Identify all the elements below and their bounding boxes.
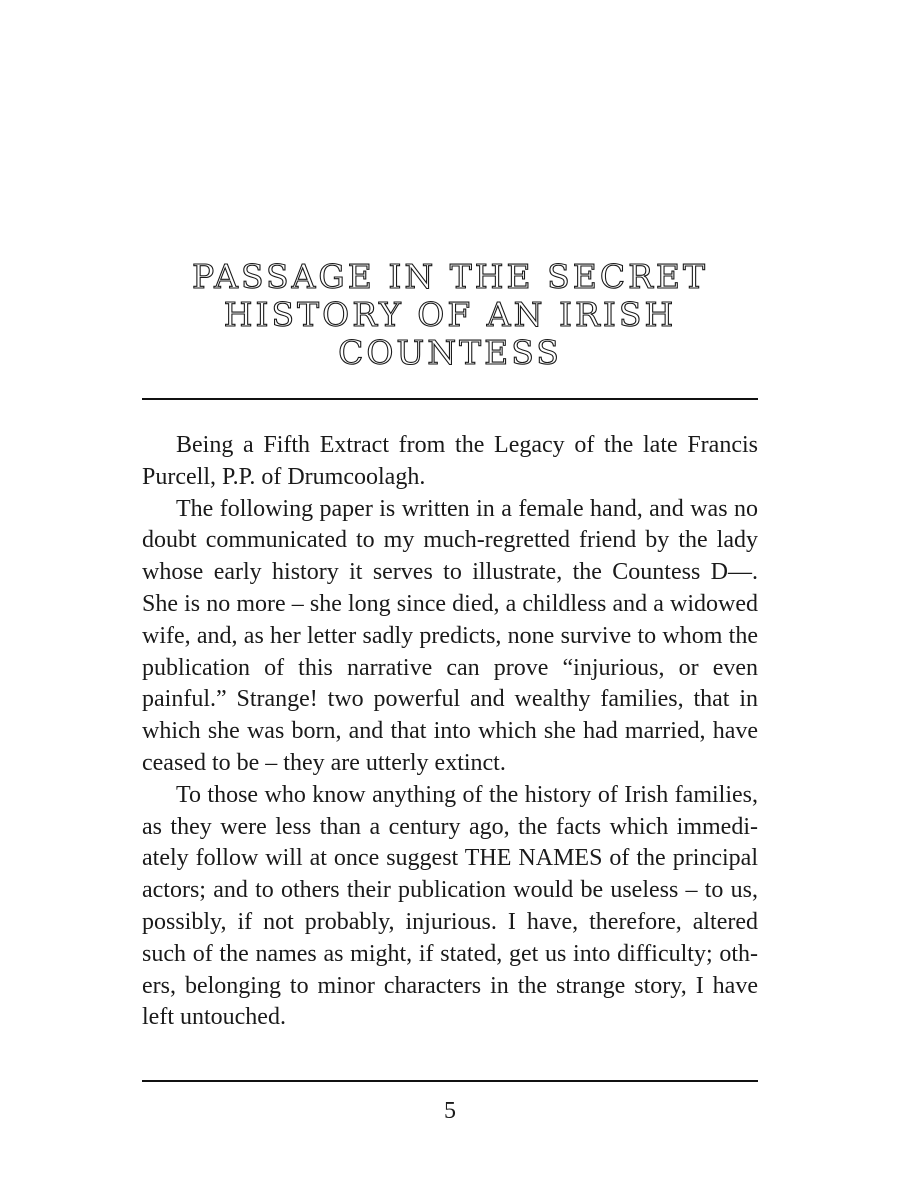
footer-divider [142, 1080, 758, 1082]
chapter-title-line: PASSAGE IN THE SECRET [191, 257, 709, 296]
body-text [142, 430, 758, 1034]
chapter-title-line: COUNTESS [338, 333, 562, 372]
chapter-title [142, 258, 758, 372]
paragraph: The following paper is written in a female hand, and was no doubt communicated to my much-regretted friend by the lady whose early history it serves to illustrate, the Countess D—. She is no more – she long since died, a childless and a widowed wife, and, as her letter sadly predicts, none survive to whom the publication of this narrative can prove “injurious, or even painful.” Strange! two powerful and wealthy families, that in which she was born, and that into which she had married, have ceased to be – they are utterly extinct. [142, 495, 758, 776]
paragraph-subtitle: Being a Fifth Extract from the Legacy of the late Francis Purcell, P.P. of Drumcoolagh. [142, 432, 758, 490]
page-number: 5 [444, 1098, 456, 1124]
chapter-title-line: HISTORY OF AN IRISH [223, 295, 677, 334]
title-divider [142, 398, 758, 400]
paragraph: To those who know anything of the history of Irish families, as they were less than a century ago, the facts which immediately follow will at once suggest THE NAMES of the principal actors; and to others their publication would be useless – to us, possibly, if not probably, injurious. I have, therefore, altered such of the names as might, if stated, get us into difficulty; others, belonging to minor characters in the strange story, I have left untouched. [142, 781, 758, 1031]
